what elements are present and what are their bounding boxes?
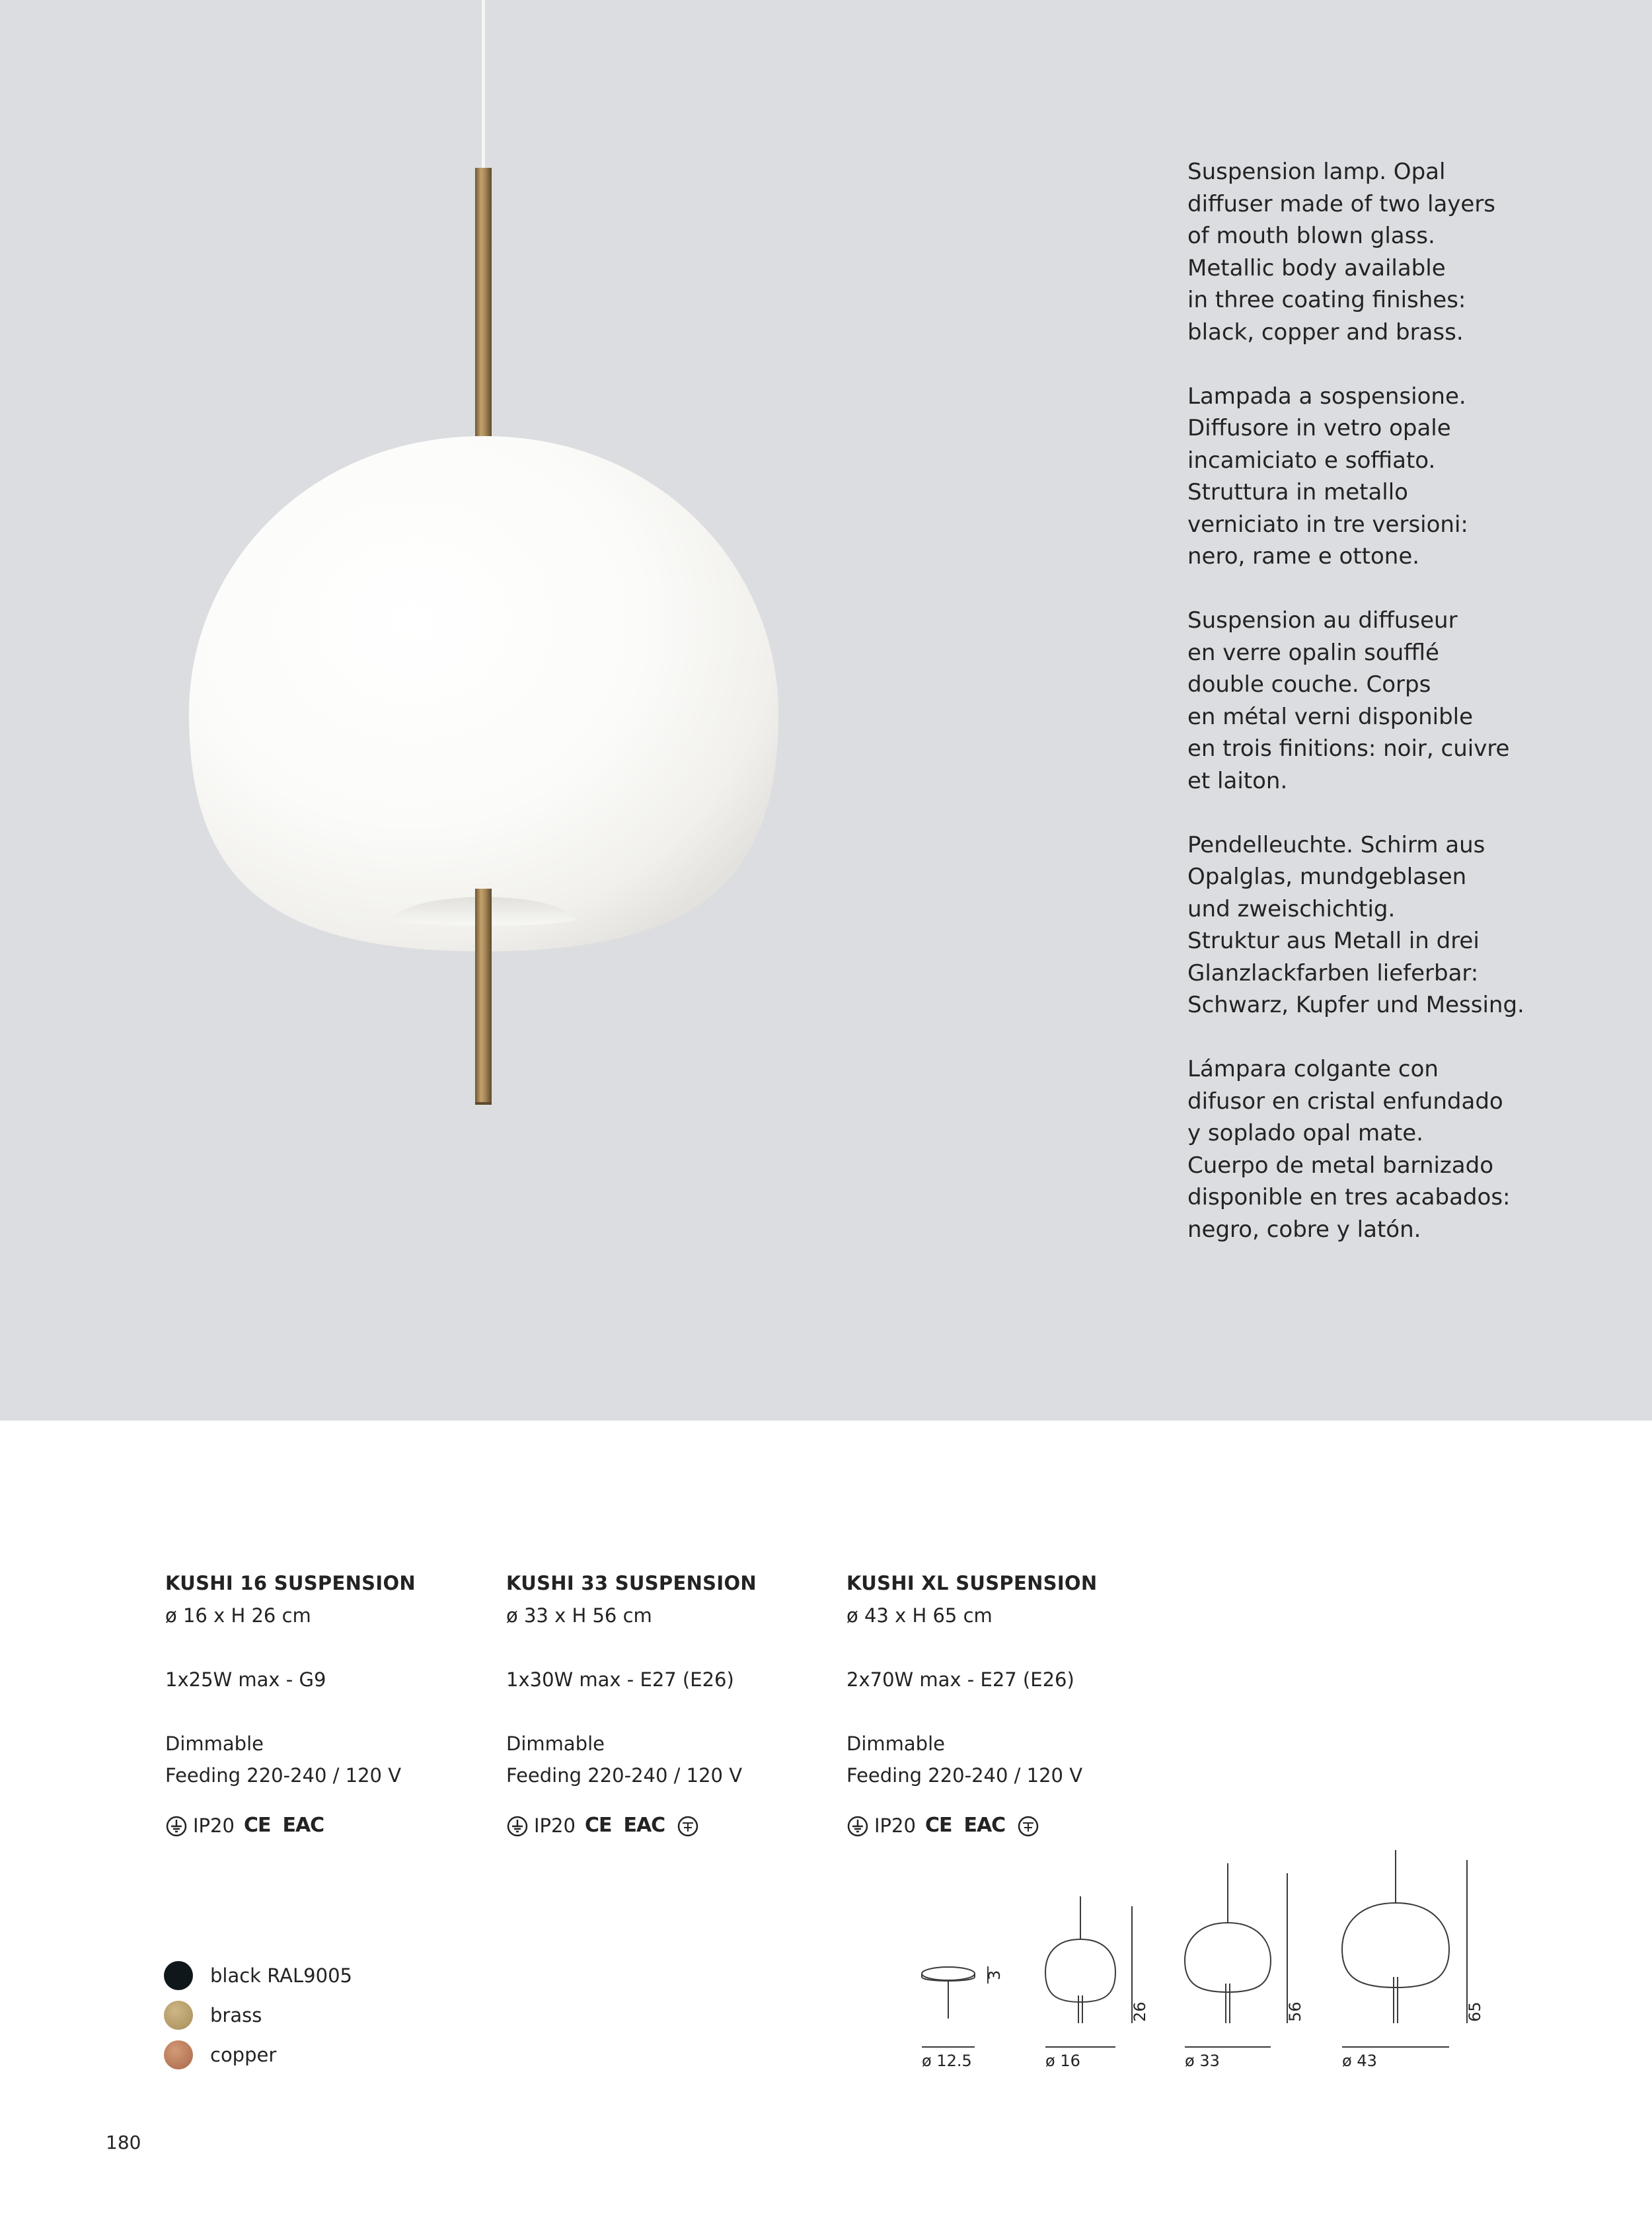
spec-column-kushi-16 [165,1567,496,1841]
eac-mark-icon: EAC [282,1814,324,1838]
ip-rating: IP20 [534,1814,576,1838]
product-feeding: Feeding 220-240 / 120 V [165,1764,402,1787]
finish-label: copper [210,2044,277,2066]
small-height-label: 26 [1131,2001,1149,2022]
canopy-diameter-label: ø 12.5 [922,2052,972,2070]
lamp-photo [0,0,925,1421]
large-height-label: 65 [1466,2001,1484,2022]
spec-column-kushi-xl [846,1567,1177,1841]
product-power: 1x25W max - G9 [165,1668,326,1691]
product-dimmable: Dimmable [846,1732,945,1755]
finish-item-black [164,1956,352,1995]
suspension-cable [482,0,485,170]
upper-rod [475,168,492,440]
product-power: 2x70W max - E27 (E26) [846,1668,1074,1691]
spec-column-kushi-33 [506,1567,837,1841]
product-dimmable: Dimmable [165,1732,264,1755]
dimension-diagrams [905,1837,1513,2081]
ce-mark-icon: CE [584,1814,612,1838]
eac-mark-icon: EAC [623,1814,665,1838]
eac-mark-icon: EAC [963,1814,1006,1838]
ce-mark-icon: CE [924,1814,952,1838]
finish-label: black RAL9005 [210,1964,352,1987]
glass-diffuser [189,436,778,951]
description-en: Suspension lamp. Opal diffuser made of two layers of mouth blown glass. Metallic body available in three coating finishes: black, copper and brass. [1187,159,1496,346]
kushi-xl-diagram [1342,1850,1467,2047]
canopy-height-label: 3 [985,1970,1004,1980]
ip-rating: IP20 [874,1814,916,1838]
lower-rod [475,889,492,1103]
medium-diameter-label: ø 33 [1185,2052,1220,2070]
kushi-33-diagram [1185,1863,1287,2047]
finish-item-copper [164,2035,352,2075]
brass-swatch [164,2001,193,2030]
etl-mark-icon [677,1815,699,1838]
product-feeding: Feeding 220-240 / 120 V [506,1764,743,1787]
black-swatch [164,1961,193,1990]
certifications [846,1812,1177,1841]
etl-mark-icon [1017,1815,1039,1838]
product-size: ø 43 x H 65 cm [846,1604,993,1627]
description-es: Lámpara colgante con difusor en cristal enfundado y soplado opal mate. Cuerpo de metal barnizado disponible en tres acabados: negro, cobre y latón. [1187,1056,1511,1243]
medium-height-label: 56 [1286,2001,1304,2022]
product-name: KUSHI XL SUSPENSION [846,1572,1098,1594]
ce-mark-icon: CE [243,1814,271,1838]
ground-symbol-icon [846,1815,869,1838]
description-de: Pendelleuchte. Schirm aus Opalglas, mundgeblasen und zweischichtig. Struktur aus Metall in drei Glanzlackfarben lieferbar: Schwarz, Kupfer und Messing. [1187,831,1524,1018]
finish-item-brass [164,1995,352,2035]
finish-label: brass [210,2004,262,2026]
ground-symbol-icon [165,1815,188,1838]
description-it: Lampada a sospensione. Diffusore in vetro opale incamiciato e soffiato. Struttura in metallo verniciato in tre versioni: nero, rame e ottone. [1187,383,1468,570]
product-description [1187,156,1610,1278]
kushi-16-diagram [1045,1896,1132,2047]
product-name: KUSHI 16 SUSPENSION [165,1572,416,1594]
certifications [165,1812,496,1841]
ip-rating: IP20 [193,1814,235,1838]
product-power: 1x30W max - E27 (E26) [506,1668,734,1691]
copper-swatch [164,2040,193,2069]
large-diameter-label: ø 43 [1342,2052,1377,2070]
certifications [506,1812,837,1841]
product-feeding: Feeding 220-240 / 120 V [846,1764,1083,1787]
product-size: ø 16 x H 26 cm [165,1604,311,1627]
canopy-diagram [922,1966,988,2047]
product-size: ø 33 x H 56 cm [506,1604,652,1627]
description-fr: Suspension au diffuseur en verre opalin soufflé double couche. Corps en métal verni disponible en trois finitions: noir, cuivre et laiton. [1187,607,1510,794]
product-name: KUSHI 33 SUSPENSION [506,1572,757,1594]
page-number: 180 [106,2132,141,2153]
product-dimmable: Dimmable [506,1732,605,1755]
finish-list [164,1956,352,2075]
small-diameter-label: ø 16 [1045,2052,1080,2070]
ground-symbol-icon [506,1815,529,1838]
